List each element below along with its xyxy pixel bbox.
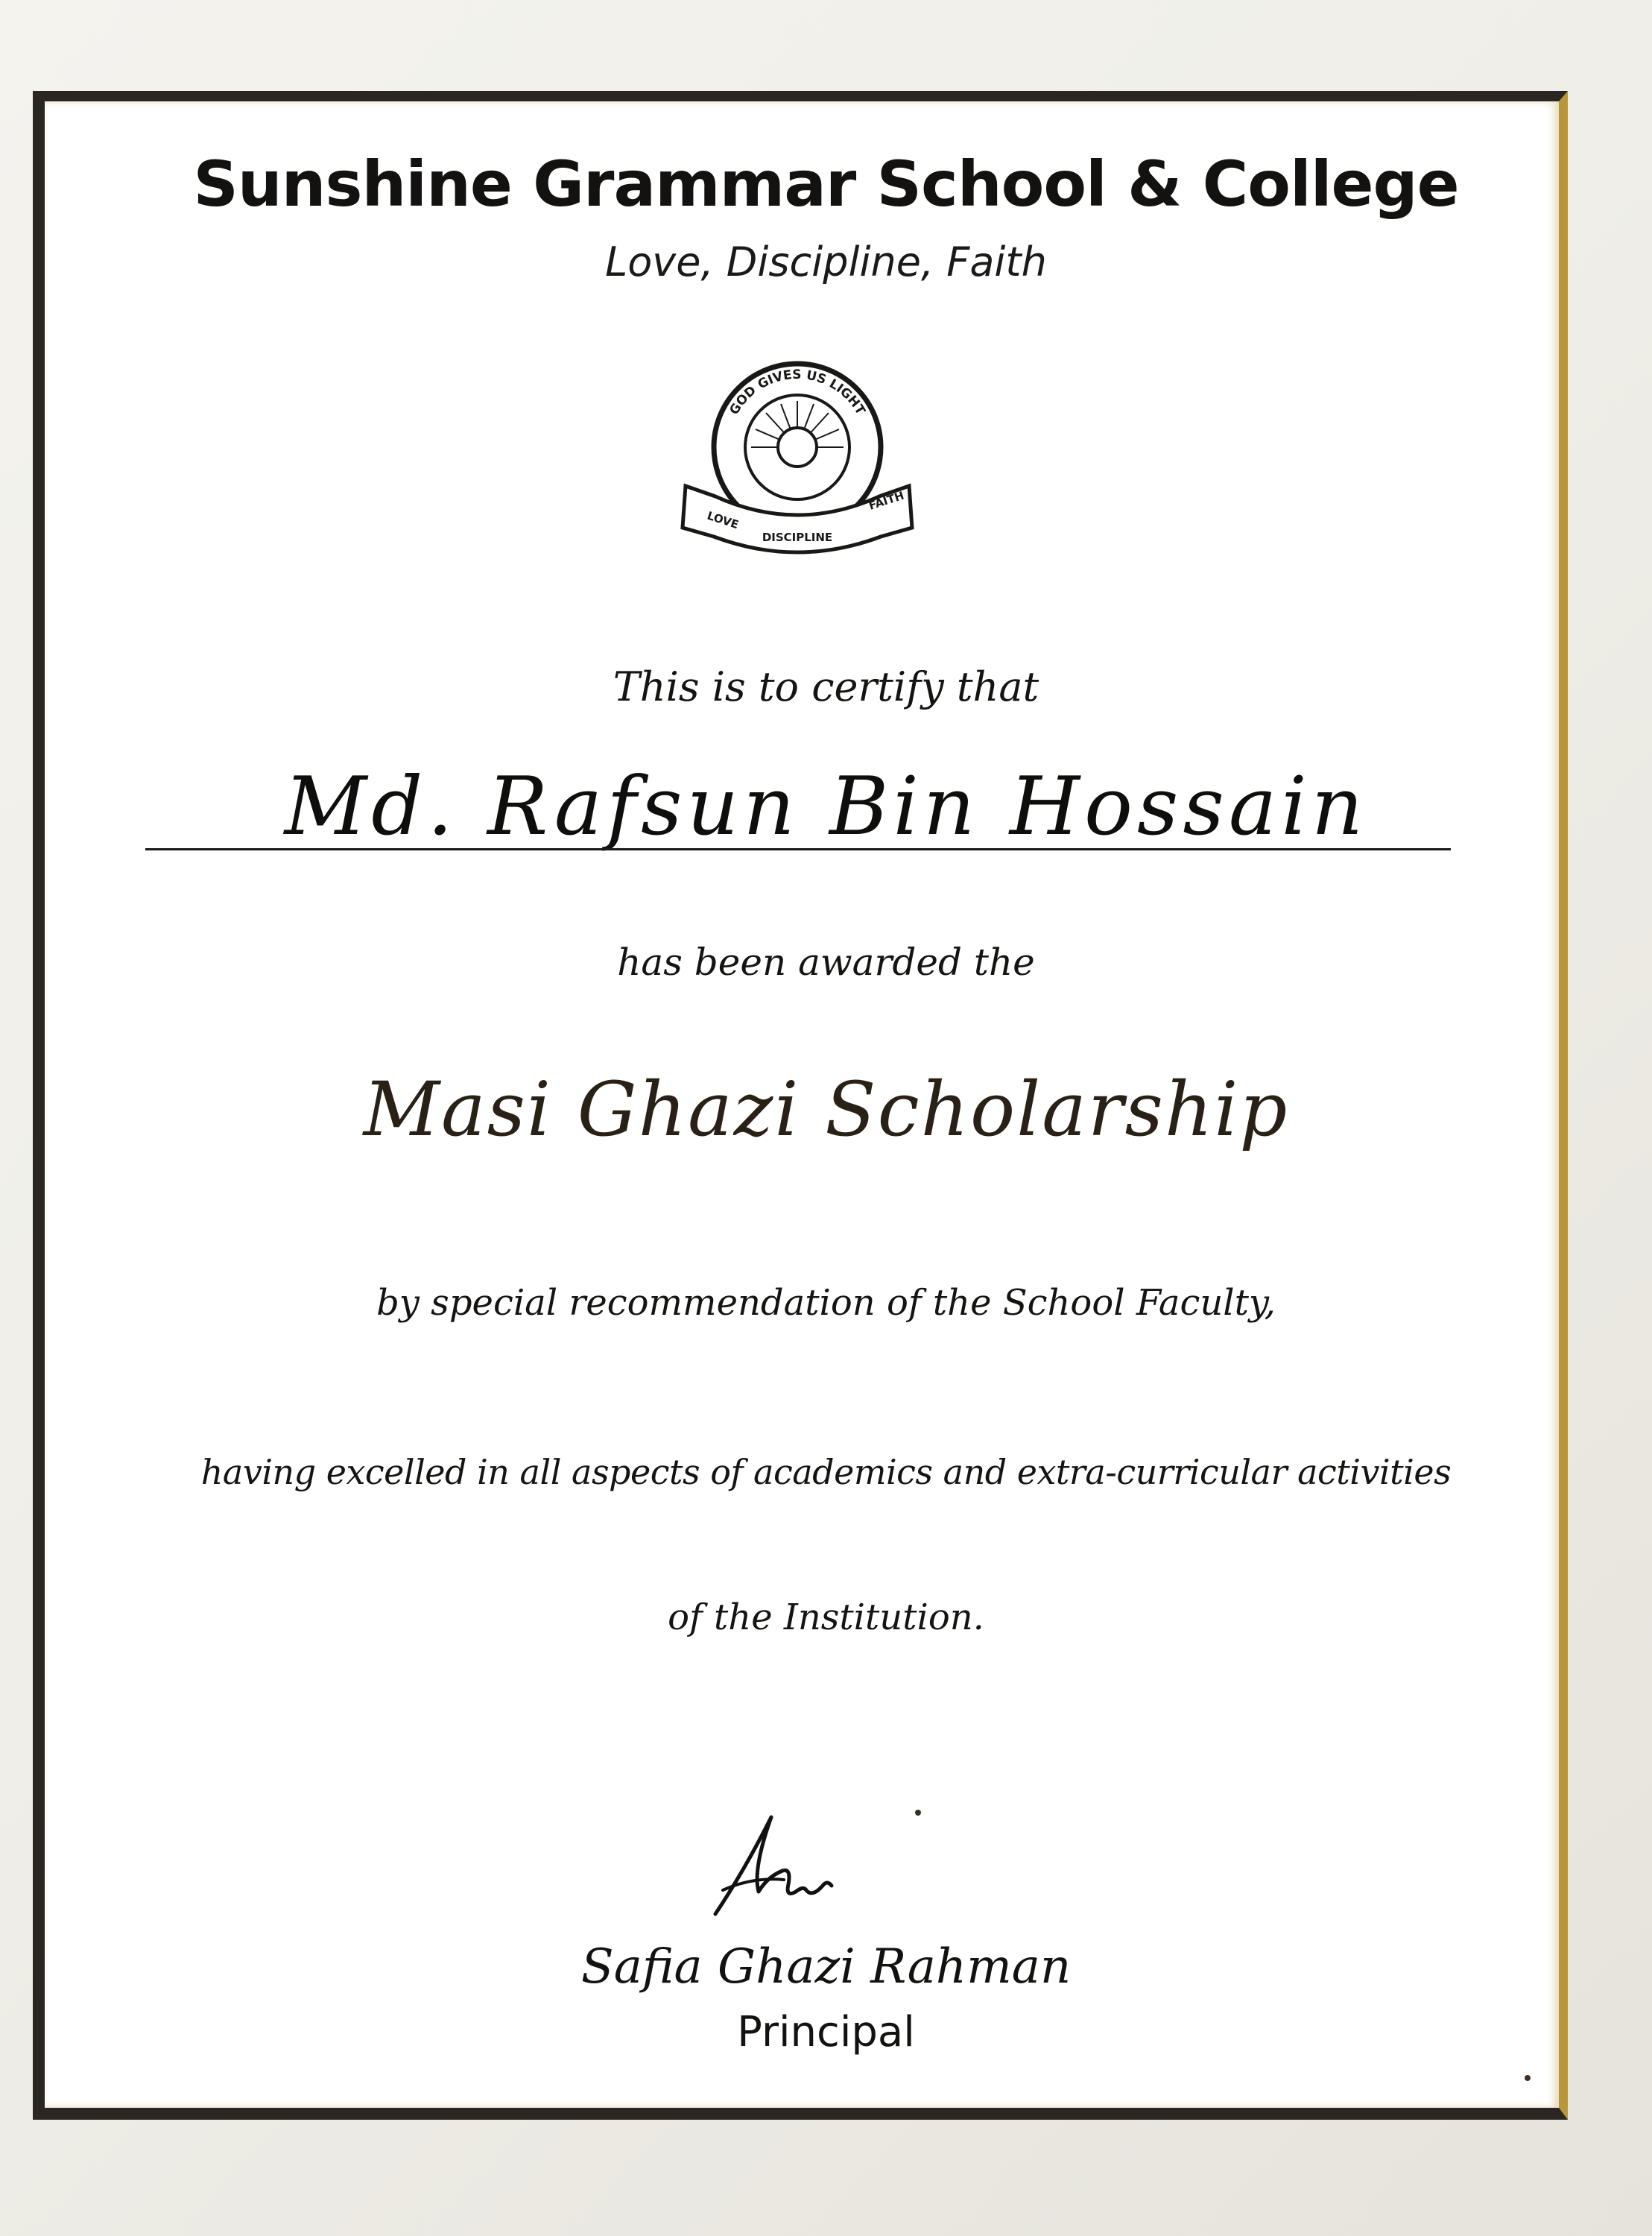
principal-name: Safia Ghazi Rahman <box>580 1939 1072 1995</box>
school-crest-icon <box>663 350 931 559</box>
award-title: Masi Ghazi Scholarship <box>363 1066 1289 1153</box>
crest-ring-text: GOD GIVES US LIGHT <box>727 367 868 418</box>
principal-title: Principal <box>737 2008 915 2056</box>
school-motto: Love, Discipline, Faith <box>605 239 1047 285</box>
recipient-name: Md. Rafsun Bin Hossain <box>284 760 1368 853</box>
crest-ribbon-center: DISCIPLINE <box>762 531 833 544</box>
name-underline <box>145 848 1451 850</box>
body-line-2: having excelled in all aspects of academics and extra-curricular activities <box>200 1452 1452 1492</box>
principal-signature-icon <box>700 1802 849 1929</box>
certify-line: This is to certify that <box>613 663 1039 710</box>
body-line-3: of the Institution. <box>668 1597 984 1638</box>
school-name: Sunshine Grammar School & College <box>193 148 1459 221</box>
awarded-line: has been awarded the <box>617 941 1035 984</box>
paper-speck <box>915 1810 921 1816</box>
crest-ribbon-left: LOVE <box>705 508 741 532</box>
body-line-1: by special recommendation of the School Faculty, <box>376 1282 1276 1324</box>
paper-speck <box>1525 2075 1531 2081</box>
crest-ribbon-right: FAITH <box>867 488 906 513</box>
